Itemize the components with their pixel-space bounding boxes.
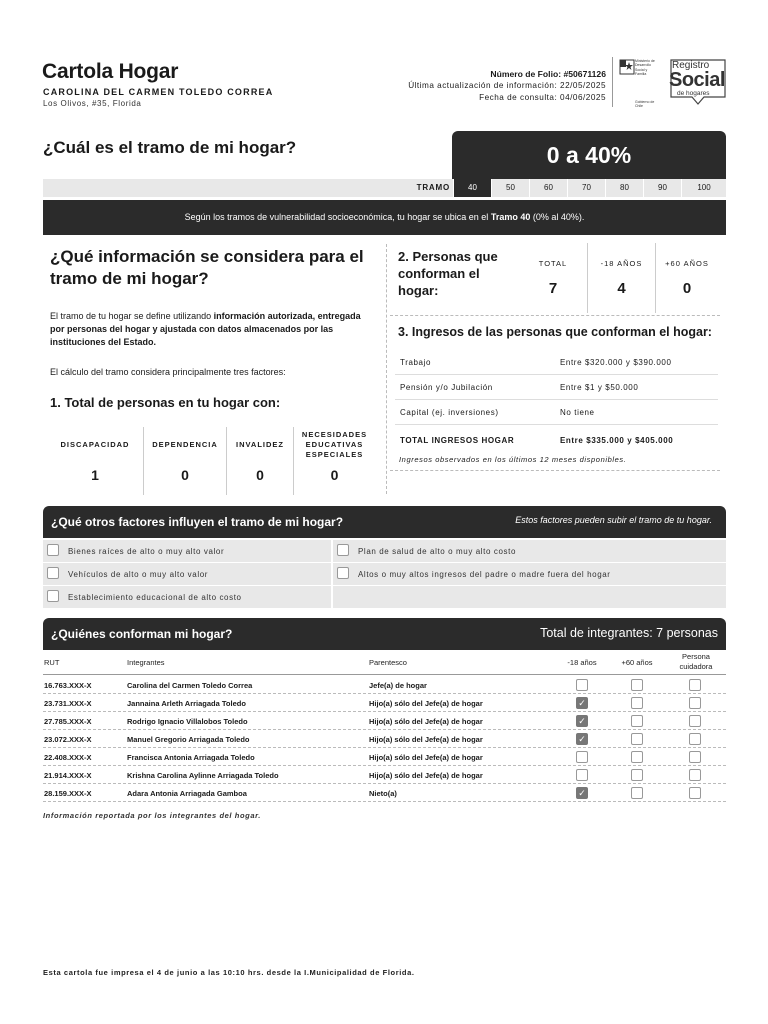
- factor-item: Vehículos de alto o muy alto valor: [43, 563, 331, 585]
- rut-cell: 22.408.XXX-X: [44, 753, 92, 762]
- menor-checkbox[interactable]: ✓: [576, 697, 588, 709]
- cuidadora-checkbox[interactable]: [689, 787, 701, 799]
- document-meta: [408, 68, 606, 104]
- info-paragraph-2: El cálculo del tramo considera principalmente tres factores:: [50, 367, 286, 377]
- name-cell: Rodrigo Ignacio Villalobos Toledo: [127, 717, 248, 726]
- name-cell: Adara Antonia Arriagada Gamboa: [127, 789, 247, 798]
- menor-checkbox[interactable]: [576, 769, 588, 781]
- factor-row: [43, 540, 726, 562]
- factor-row: [43, 586, 726, 608]
- ministerio-text: Ministerio de Desarrollo Social y Familia: [635, 59, 655, 76]
- checkbox[interactable]: [47, 590, 59, 602]
- personas-title: 2. Personas que conforman el hogar:: [398, 249, 498, 298]
- table-row: [43, 748, 726, 766]
- checkbox[interactable]: [337, 567, 349, 579]
- factor-item: Plan de salud de alto o muy alto costo: [333, 540, 726, 562]
- tramo-scale-label: TRAMO: [416, 183, 450, 192]
- tramo-scale: [43, 179, 726, 197]
- column-divider: [386, 244, 387, 494]
- factor-row: [43, 563, 726, 585]
- mayor-checkbox[interactable]: [631, 769, 643, 781]
- ingresos-note: Ingresos observados en los últimos 12 meses disponibles.: [399, 455, 627, 464]
- factor-item: Bienes raíces de alto o muy alto valor: [43, 540, 331, 562]
- parentesco-cell: Nieto(a): [369, 789, 397, 798]
- factor-item: Establecimiento educacional de alto costo: [43, 586, 331, 608]
- otros-factores-subtitle: Estos factores pueden subir el tramo de tu hogar.: [515, 515, 712, 525]
- divider: [390, 470, 720, 471]
- info-question: ¿Qué información se considera para el tramo de mi hogar?: [50, 247, 364, 288]
- table-row: [43, 766, 726, 784]
- registro-social-logo: Registro Social de hogares: [668, 57, 728, 109]
- rut-cell: 23.072.XXX-X: [44, 735, 92, 744]
- ministerio-logo: [612, 57, 662, 107]
- total-personas-title: 1. Total de personas en tu hogar con:: [50, 395, 281, 410]
- col-header-cuidadora: Persona cuidadora: [679, 652, 713, 671]
- cuidadora-checkbox[interactable]: [689, 769, 701, 781]
- name-cell: Francisca Antonia Arriagada Toledo: [127, 753, 255, 762]
- cuidadora-checkbox[interactable]: [689, 715, 701, 727]
- name-cell: Carolina del Carmen Toledo Correa: [127, 681, 253, 690]
- shield-icon: [619, 59, 635, 75]
- table-row: [43, 730, 726, 748]
- factor-item: Altos o muy altos ingresos del padre o madre fuera del hogar: [333, 563, 726, 585]
- gobierno-text: Gobierno de Chile: [635, 100, 655, 108]
- owner-address: Los Olivos, #35, Florida: [43, 99, 142, 108]
- rut-cell: 27.785.XXX-X: [44, 717, 92, 726]
- col-header-parentesco: Parentesco: [369, 658, 407, 667]
- checkbox[interactable]: [47, 544, 59, 556]
- hogar-total: Total de integrantes: 7 personas: [540, 626, 718, 640]
- tramo-cell: 80: [605, 179, 643, 197]
- mayor-checkbox[interactable]: [631, 715, 643, 727]
- rut-cell: 23.731.XXX-X: [44, 699, 92, 708]
- factor-invalidez: INVALIDEZ 0: [226, 427, 293, 495]
- page-title: Cartola Hogar: [42, 60, 179, 83]
- parentesco-cell: Jefe(a) de hogar: [369, 681, 427, 690]
- hogar-note: Información reportada por los integrantes del hogar.: [43, 811, 261, 820]
- parentesco-cell: Hijo(a) sólo del Jefe(a) de hogar: [369, 771, 483, 780]
- factor-discapacidad: DISCAPACIDAD 1: [60, 440, 130, 483]
- folio-number: Número de Folio: #50671126: [490, 69, 606, 79]
- info-paragraph: El tramo de tu hogar se define utilizando información autorizada, entregada por personas del hogar y ajustada con datos almacenados por las instituciones del Estado.: [50, 311, 361, 347]
- ingreso-row: Trabajo Entre $320.000 y $390.000: [395, 350, 718, 375]
- hogar-header: [43, 618, 726, 650]
- rut-cell: 21.914.XXX-X: [44, 771, 92, 780]
- mayor-checkbox[interactable]: [631, 679, 643, 691]
- parentesco-cell: Hijo(a) sólo del Jefe(a) de hogar: [369, 717, 483, 726]
- mayor-checkbox[interactable]: [631, 733, 643, 745]
- ingresos-title: 3. Ingresos de las personas que conforman el hogar:: [398, 325, 712, 339]
- divider: [390, 315, 720, 316]
- name-cell: Krishna Carolina Aylinne Arriagada Toledo: [127, 771, 279, 780]
- tramo-question: ¿Cuál es el tramo de mi hogar?: [43, 138, 297, 157]
- name-cell: Manuel Gregorio Arriagada Toledo: [127, 735, 250, 744]
- personas-mayores: +60 AÑOS 0: [655, 243, 718, 313]
- tramo-cell: 100: [681, 179, 726, 197]
- table-row: [43, 784, 726, 802]
- menor-checkbox[interactable]: ✓: [576, 787, 588, 799]
- print-footer: Esta cartola fue impresa el 4 de junio a las 10:10 hrs. desde la I.Municipalidad de Florida.: [43, 968, 415, 977]
- cuidadora-checkbox[interactable]: [689, 697, 701, 709]
- ingreso-total-row: TOTAL INGRESOS HOGAR Entre $335.000 y $405.000: [400, 436, 674, 445]
- name-cell: Jannaina Arleth Arriagada Toledo: [127, 699, 246, 708]
- ingreso-row: Capital (ej. inversiones) No tiene: [395, 400, 718, 425]
- rut-cell: 16.763.XXX-X: [44, 681, 92, 690]
- tramo-cell: 60: [529, 179, 567, 197]
- last-update: Última actualización de información: 22/05/2025: [408, 81, 606, 90]
- col-header-integrantes: Integrantes: [127, 658, 165, 667]
- owner-name: CAROLINA DEL CARMEN TOLEDO CORREA: [43, 87, 274, 97]
- table-row: [43, 676, 726, 694]
- checkbox[interactable]: [337, 544, 349, 556]
- cuidadora-checkbox[interactable]: [689, 751, 701, 763]
- table-row: [43, 694, 726, 712]
- parentesco-cell: Hijo(a) sólo del Jefe(a) de hogar: [369, 753, 483, 762]
- otros-factores-header: [43, 506, 726, 538]
- table-row: [43, 712, 726, 730]
- tramo-cell: 40: [453, 179, 491, 197]
- personas-menores: -18 AÑOS 4: [587, 243, 655, 313]
- col-header-rut: RUT: [44, 658, 60, 667]
- otros-factores-title: ¿Qué otros factores influyen el tramo de mi hogar?: [51, 515, 344, 529]
- checkbox[interactable]: [47, 567, 59, 579]
- menor-checkbox[interactable]: ✓: [576, 733, 588, 745]
- menor-checkbox[interactable]: ✓: [576, 715, 588, 727]
- col-header-menores: -18 años: [567, 658, 597, 667]
- cuidadora-checkbox[interactable]: [689, 733, 701, 745]
- personas-total: TOTAL 7: [538, 259, 568, 297]
- factor-dependencia: DEPENDENCIA 0: [143, 427, 226, 495]
- tramo-value: 0 a 40%: [452, 131, 726, 179]
- table-header-line: [43, 674, 726, 675]
- menor-checkbox[interactable]: [576, 679, 588, 691]
- menor-checkbox[interactable]: [576, 751, 588, 763]
- rut-cell: 28.159.XXX-X: [44, 789, 92, 798]
- mayor-checkbox[interactable]: [631, 751, 643, 763]
- cuidadora-checkbox[interactable]: [689, 679, 701, 691]
- tramo-cell: 50: [491, 179, 529, 197]
- parentesco-cell: Hijo(a) sólo del Jefe(a) de hogar: [369, 699, 483, 708]
- hogar-title: ¿Quiénes conforman mi hogar?: [51, 627, 233, 641]
- ingreso-row: Pensión y/o Jubilación Entre $1 y $50.000: [395, 375, 718, 400]
- mayor-checkbox[interactable]: [631, 787, 643, 799]
- tramo-banner: Según los tramos de vulnerabilidad socioeconómica, tu hogar se ubica en el Tramo 40 (0% al 40%).: [43, 200, 726, 235]
- query-date: Fecha de consulta: 04/06/2025: [479, 93, 606, 102]
- col-header-mayores: +60 años: [621, 658, 653, 667]
- parentesco-cell: Hijo(a) sólo del Jefe(a) de hogar: [369, 735, 483, 744]
- factor-necesidades: NECESIDADES EDUCATIVAS ESPECIALES 0: [293, 427, 375, 495]
- mayor-checkbox[interactable]: [631, 697, 643, 709]
- tramo-cell: 90: [643, 179, 681, 197]
- tramo-cell: 70: [567, 179, 605, 197]
